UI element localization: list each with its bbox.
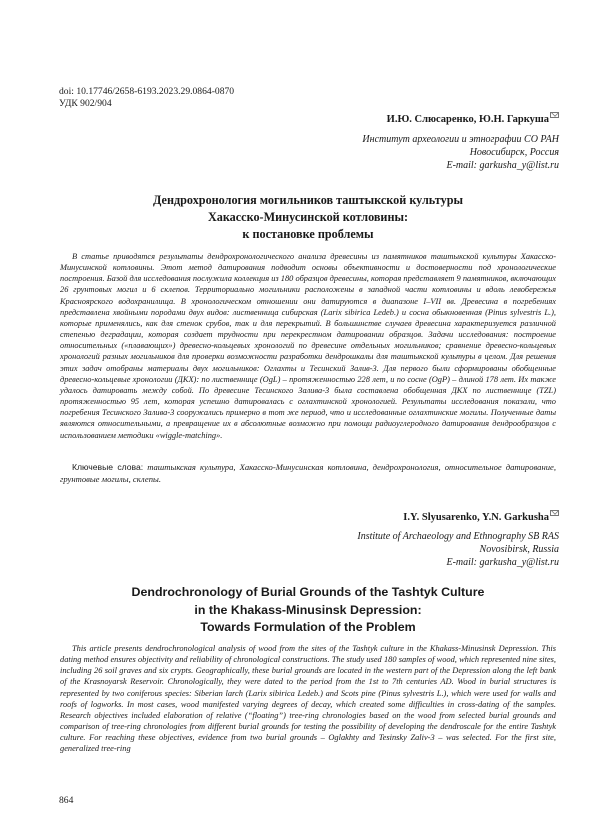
title-ru-line-2: Хакасско-Минусинской котловины: [207, 210, 409, 224]
title-en-line-2: in the Khakass-Minusinsk Depression: [194, 602, 422, 617]
doi[interactable]: doi: 10.17746/2658-6193.2023.29.0864-0870 [59, 86, 235, 97]
abstract-ru: В статье приводятся результаты дендрохронологического анализа древесины из памятников таштыкской культуры Хакасско-Минусинской котловины. Этот метод датирования подводит основы объективности и достоверности под хронологические построения. Базой для исследования послужила коллекция из 180 образцов древесины, которая представляет 9 памятников, включающих 26 грунтовых могил и 6 склепов. Территориально могильники расположены в западной части котловины и вдоль левобережья Красноярского водохранилища. В хронологическом отношении они датируются в диапазоне I–VII вв. Древесина в погребениях представлена хвойными породами двух видов: лиственница сибирская (Larix sibirica Ledeb.) и сосна обыкновенная (Pinus sylvestris L.), которые применялись, как для стенок срубов, так и для перекрытий. В большинстве случаев древесина характеризуется различной степенью деградации, которая создает трудности при перекрестном датировании образцов. Задачи исследования: построение относительных («плавающих») древесно-кольцевых хронологий по древесине отдельных могильников; сравнение древесно-кольцевых хронологий разных могильников для проверки возможности разработки дендрошкалы для таштыкской культуры в целом. Для решения этих задач отобраны материалы двух могильников: Оглахты и Тесинский Залив-3. Для первого были сформированы обобщенные древесно-кольцевые хронологии (ДКХ): по лиственнице (OgL) – протяженностью 228 лет, и по сосне (OgP) – длиной 178 лет. Их также удалось датировать между собой. По древесине Тесинского Залива-3 была составлена обобщенная ДКХ по лиственнице (TZL) протяженностью 95 лет, которая успешно датировалась с оглахтинской хронологией. Результаты исследования показали, что погребения Тесинского Залива-3 сооружались примерно в тот же период, что и исследованные оглахтинские могилы. Полученные даты являются относительными, а превращение их в абсолютные возможно при помощи радиоуглеродного датирования дендрообразцов с использованием методики «wiggle-matching». [60, 252, 556, 440]
keywords-ru [60, 462, 556, 485]
affiliation-ru-city: Новосибирск, Россия [469, 147, 559, 158]
affiliation-en-institute: Institute of Archaeology and Ethnography SB RAS [357, 531, 559, 542]
envelope-icon [550, 510, 559, 516]
keywords-ru-label: Ключевые слова: [72, 462, 144, 472]
article-title-en [60, 584, 556, 637]
abstract-en: This article presents dendrochronological analysis of wood from the sites of the Tashtyk culture in the Khakass-Minusinsk Depression. This dating method ensures objectivity and reliability of chronological constructions. The study used 180 samples of wood, which represented nine sites, including 26 soil graves and six crypts. Geographically, these burial grounds are located in the western part of the Depression along the left bank of the Krasnoyarsk Reservoir. Chronologically, they were dated to the period from the 1st to 7th centuries AD. Wood in burial structures is represented by two coniferous species: Siberian larch (Larix sibirica Ledeb.) and Scots pine (Pinus sylvestris L.), which were used for walls and roofs of logworks. In most cases, wood manifested varying degrees of decay, which created some difficulties in cross-dating of the samples. Research objectives included elaboration of relative (“floating”) tree-ring chronologies based on the wood from selected burial grounds and comparison of tree-ring chronologies from different burial grounds for testing the possibility of developing the dendroscale for the entire Tashtyk culture. For reaching these objectives, evidence from two burial grounds – Oglakhty and Tesinsky Zaliv-3 – was selected. For the first site, generalized tree-ring [60, 644, 556, 754]
authors-ru-names: И.Ю. Слюсаренко, Ю.Н. Гаркуша [386, 114, 549, 125]
article-title-ru [60, 192, 556, 243]
authors-ru [387, 114, 559, 125]
authors-en [403, 512, 559, 523]
udk-code: УДК 902/904 [59, 98, 112, 109]
keywords-ru-text: таштыкская культура, Хакасско-Минусинская котловина, дендрохронология, относительное датирование, грунтовые могилы, склепы. [60, 462, 556, 484]
affiliation-en-email[interactable]: E-mail: garkusha_y@list.ru [446, 557, 559, 568]
envelope-icon [550, 112, 559, 118]
affiliation-en-city: Novosibirsk, Russia [479, 544, 559, 555]
affiliation-ru [362, 133, 559, 172]
article-metadata [59, 86, 234, 110]
title-en-line-1: Dendrochronology of Burial Grounds of the Tashtyk Culture [131, 585, 485, 599]
title-ru-line-3: к постановке проблемы [242, 227, 374, 241]
title-en-line-3: Towards Formulation of the Problem [200, 620, 416, 634]
page-number: 864 [59, 795, 74, 806]
authors-en-names: I.Y. Slyusarenko, Y.N. Garkusha [403, 512, 549, 523]
affiliation-en [357, 530, 559, 569]
title-ru-line-1: Дендрохронология могильников таштыкской культуры [153, 193, 463, 207]
affiliation-ru-email[interactable]: E-mail: garkusha_y@list.ru [446, 160, 559, 171]
affiliation-ru-institute: Институт археологии и этнографии СО РАН [362, 134, 559, 145]
